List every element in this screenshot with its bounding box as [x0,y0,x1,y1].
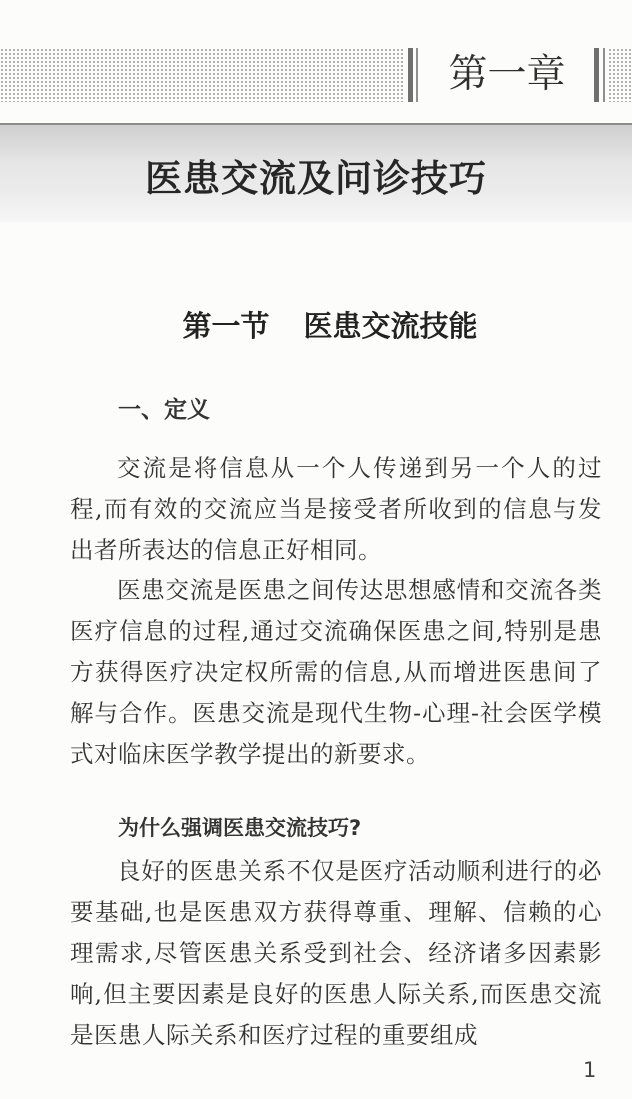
banner-rule [594,48,599,102]
paragraph: 良好的医患关系不仅是医疗活动顺利进行的必要基础,也是医患双方获得尊重、理解、信赖的心理需求,尽管医患关系受到社会、经济诸多因素影响,但主要因素是良好的医患人际关系,而医患交流是医患人际关系和医疗过程的重要组成 [70,857,602,1049]
question-heading: 为什么强调医患交流技巧? [118,816,362,840]
chapter-title: 医患交流及问诊技巧 [145,157,487,200]
banner-rule [603,48,605,102]
section-heading [0,304,632,345]
chapter-banner [0,48,632,102]
banner-rule [416,48,418,102]
subsection-heading: 一、定义 [118,397,210,423]
dot-pattern-left [0,48,405,102]
banner-rule [408,48,413,102]
dot-pattern-right [608,48,632,102]
section-name: 医患交流技能 [303,309,478,343]
section-number: 第一节 [182,309,270,343]
page-number: 1 [583,1058,597,1082]
paragraph: 交流是将信息从一个人传递到另一个人的过程,而有效的交流应当是接受者所收到的信息与发出者所表达的信息正好相同。 [70,454,602,564]
chapter-label: 第一章 [448,52,566,97]
paragraph: 医患交流是医患之间传达思想感情和交流各类医疗信息的过程,通过交流确保医患之间,特别是患方获得医疗决定权所需的信息,从而增进医患间了解与合作。医患交流是现代生物-心理-社会医学模式对临床医学教学提出的新要求。 [70,576,602,768]
